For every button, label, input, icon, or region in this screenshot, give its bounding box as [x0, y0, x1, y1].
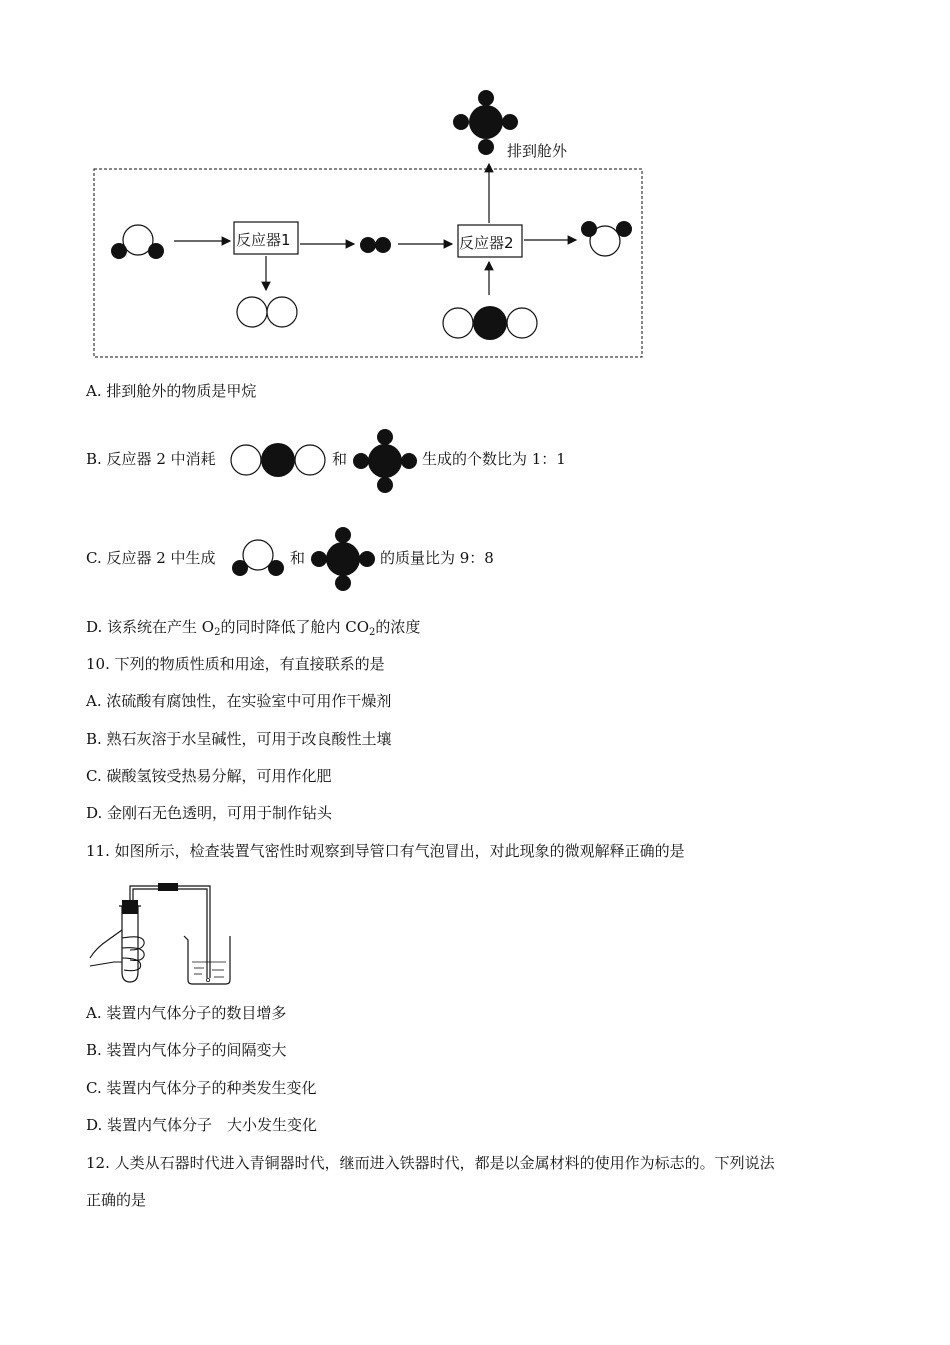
q11-option-d: D. 装置内气体分子 大小发生变化	[86, 1116, 318, 1134]
q9-option-b-prefix: B. 反应器 2 中消耗	[86, 450, 216, 468]
exhaust-label: 排到舱外	[507, 142, 568, 160]
q9-option-b-suffix: 生成的个数比为 1：1	[422, 450, 566, 468]
system-boundary	[94, 169, 642, 357]
reaction-system-diagram	[0, 0, 950, 370]
methane-molecule-icon	[310, 526, 376, 592]
q9-option-c-suffix: 的质量比为 9：8	[380, 549, 494, 567]
hydrogen-molecule	[360, 237, 391, 253]
methane-molecule-icon	[352, 428, 418, 494]
q9-option-b	[86, 449, 216, 469]
q11-option-a: A. 装置内气体分子的数目增多	[86, 1004, 287, 1022]
q11-stem: 11. 如图所示，检查装置气密性时观察到导管口有气泡冒出，对此现象的微观解释正确的是	[86, 842, 685, 860]
q9-option-d-sub-1: 2	[214, 627, 221, 638]
q9-option-b-and: 和	[332, 450, 348, 468]
q9-option-c-prefix: C. 反应器 2 中生成	[86, 549, 216, 567]
q9-option-d-text-2: 的同时降低了舱内 CO	[220, 618, 370, 636]
q9-option-a: A. 排到舱外的物质是甲烷	[86, 382, 257, 400]
q10-option-b: B. 熟石灰溶于水呈碱性，可用于改良酸性土壤	[86, 730, 392, 748]
q11-option-c: C. 装置内气体分子的种类发生变化	[86, 1079, 317, 1097]
q11-option-b: B. 装置内气体分子的间隔变大	[86, 1041, 287, 1059]
water-molecule-icon	[230, 538, 286, 580]
q10-option-d: D. 金刚石无色透明，可用于制作钻头	[86, 804, 333, 822]
oxygen-molecule	[237, 297, 297, 327]
q10-stem: 10. 下列的物质性质和用途，有直接联系的是	[86, 655, 385, 673]
q10-option-a: A. 浓硫酸有腐蚀性，在实验室中可用作干燥剂	[86, 692, 392, 710]
q9-option-c	[86, 548, 216, 568]
airtightness-apparatus-figure	[86, 878, 236, 988]
q12-stem-line-2: 正确的是	[86, 1191, 147, 1209]
reactor-1-label: 反应器1	[236, 231, 291, 249]
q9-option-d	[86, 617, 420, 637]
q12-stem-line-1: 12. 人类从石器时代进入青铜器时代，继而进入铁器时代，都是以金属材料的使用作为标志的。下列说法	[86, 1154, 775, 1172]
carbon-dioxide-molecule-icon	[228, 440, 328, 480]
q9-option-c-and: 和	[290, 549, 306, 567]
q9-option-d-text-3: 的浓度	[375, 618, 421, 636]
water-molecule-output	[581, 221, 632, 256]
water-molecule-input	[111, 225, 164, 259]
reactor-2-label: 反应器2	[459, 234, 514, 252]
q10-option-c: C. 碳酸氢铵受热易分解，可用作化肥	[86, 767, 332, 785]
carbon-dioxide-molecule-input	[443, 306, 537, 340]
q9-option-d-sub-2: 2	[369, 627, 376, 638]
q9-option-d-text-1: D. 该系统在产生 O	[86, 618, 215, 636]
